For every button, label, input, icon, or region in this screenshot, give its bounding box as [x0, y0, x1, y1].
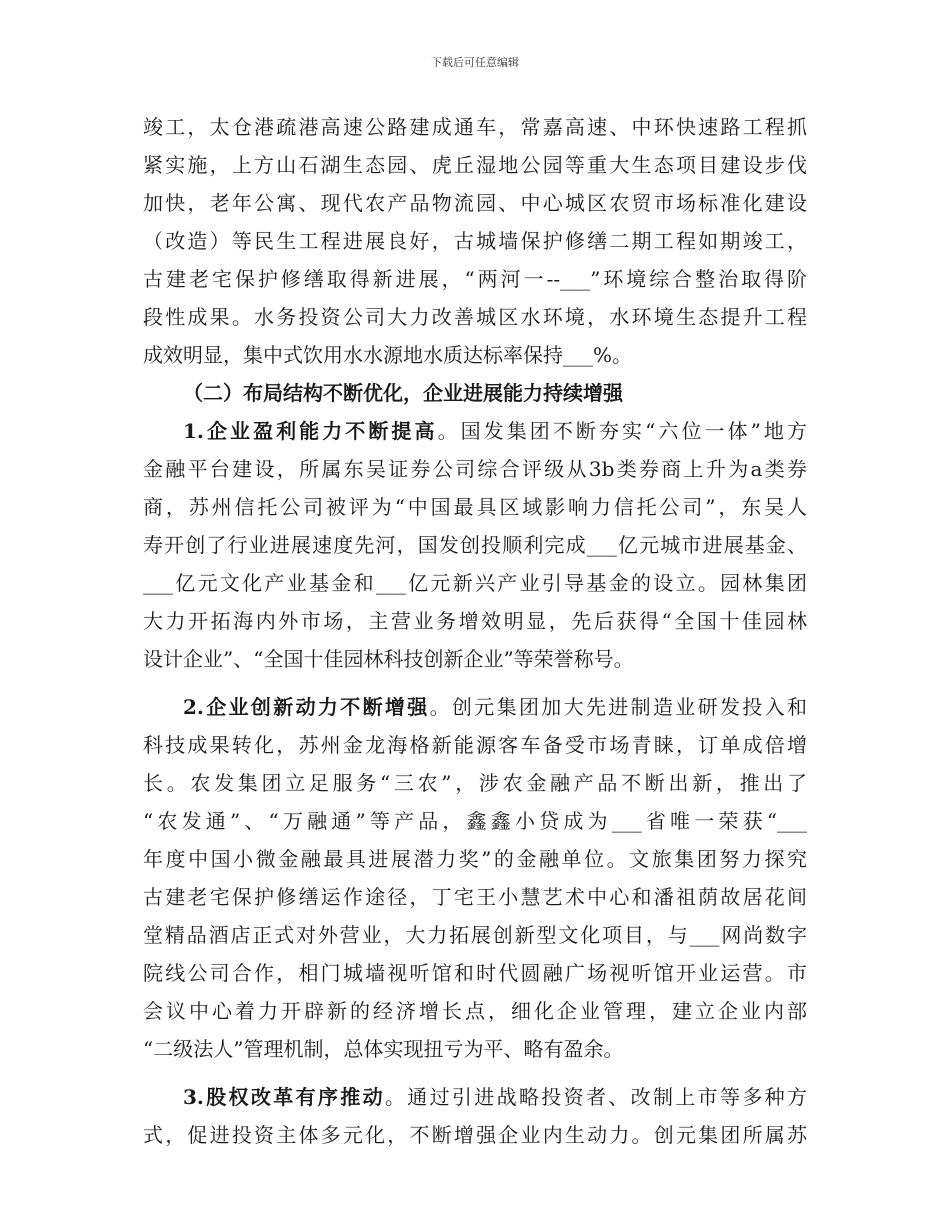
- text-line: 会议中心着力开辟新的经济增长点，细化企业管理，建立企业内部: [143, 999, 807, 1023]
- item-text: 。创元集团加大先进制造业研发投入和: [429, 695, 807, 719]
- text-line: 大力开拓海内外市场，主营业务增效明显，先后获得“全国十佳园林: [143, 609, 807, 633]
- text-line: 寿开创了行业进展速度先河，国发创投顺利完成___亿元城市进展基金、: [143, 533, 807, 557]
- text-line: 紧实施，上方山石湖生态园、虎丘湿地公园等重大生态项目建设步伐: [143, 153, 807, 177]
- item-title: 1.企业盈利能力不断提高: [183, 419, 438, 443]
- item-text: 。通过引进战略投资者、改制上市等多种方: [384, 1085, 807, 1109]
- text-line: 长。农发集团立足服务“三农”，涉农金融产品不断出新，推出了: [143, 771, 807, 795]
- text-line: 古建老宅保护修缮取得新进展，“两河一--___”环境综合整治取得阶: [143, 267, 807, 291]
- text-line: “二级法人”管理机制，总体实现扭亏为平、略有盈余。: [143, 1037, 624, 1061]
- text-line: 古建老宅保护修缮运作途径，丁宅王小慧艺术中心和潘祖荫故居花间: [143, 885, 807, 909]
- text-line: 金融平台建设，所属东吴证券公司综合评级从3b类券商上升为a类券: [143, 457, 807, 481]
- text-line: （改造）等民生工程进展良好，古城墙保护修缮二期工程如期竣工，: [143, 229, 807, 253]
- text-line: 商，苏州信托公司被评为“中国最具区域影响力信托公司”，东吴人: [143, 495, 807, 519]
- text-line: 年度中国小微金融最具进展潜力奖”的金融单位。文旅集团努力探究: [143, 847, 807, 871]
- document-body: [143, 108, 807, 1154]
- text-line: ___亿元文化产业基金和___亿元新兴产业引导基金的设立。园林集团: [143, 571, 807, 595]
- text-line: 院线公司合作，相门城墙视听馆和时代圆融广场视听馆开业运营。市: [143, 961, 807, 985]
- text-line: 式，促进投资主体多元化，不断增强企业内生动力。创元集团所属苏: [143, 1123, 807, 1147]
- text-line: 加快，老年公寓、现代农产品物流园、中心城区农贸市场标准化建设: [143, 191, 807, 215]
- text-line: 科技成果转化，苏州金龙海格新能源客车备受市场青睐，订单成倍增: [143, 733, 807, 757]
- page-header: 下载后可任意编辑: [431, 56, 519, 69]
- text-line: “农发通”、“万融通”等产品，鑫鑫小贷成为___省唯一荣获“___: [143, 809, 807, 833]
- text-line: 堂精品酒店正式对外营业，大力拓展创新型文化项目，与___网尚数字: [143, 923, 807, 947]
- section-heading: （二）布局结构不断优化，企业进展能力持续增强: [183, 381, 623, 405]
- text-line: 设计企业”、“全国十佳园林科技创新企业”等荣誉称号。: [143, 647, 634, 671]
- item-first-line: [143, 688, 807, 726]
- paragraph-gap: [143, 678, 807, 688]
- text-line: 段性成果。水务投资公司大力改善城区水环境，水环境生态提升工程: [143, 305, 807, 329]
- item-text: 。国发集团不断夯实“六位一体”地方: [437, 419, 807, 443]
- text-line: 成效明显，集中式饮用水水源地水质达标率保持___%。: [143, 343, 633, 367]
- item-first-line: [143, 1078, 807, 1116]
- item-title: 3.股权改革有序推动: [183, 1085, 385, 1109]
- text-line: 竣工，太仓港疏港高速公路建成通车，常嘉高速、中环快速路工程抓: [143, 115, 807, 139]
- item-title: 2.企业创新动力不断增强: [183, 695, 430, 719]
- paragraph-gap: [143, 1068, 807, 1078]
- item-first-line: [143, 412, 807, 450]
